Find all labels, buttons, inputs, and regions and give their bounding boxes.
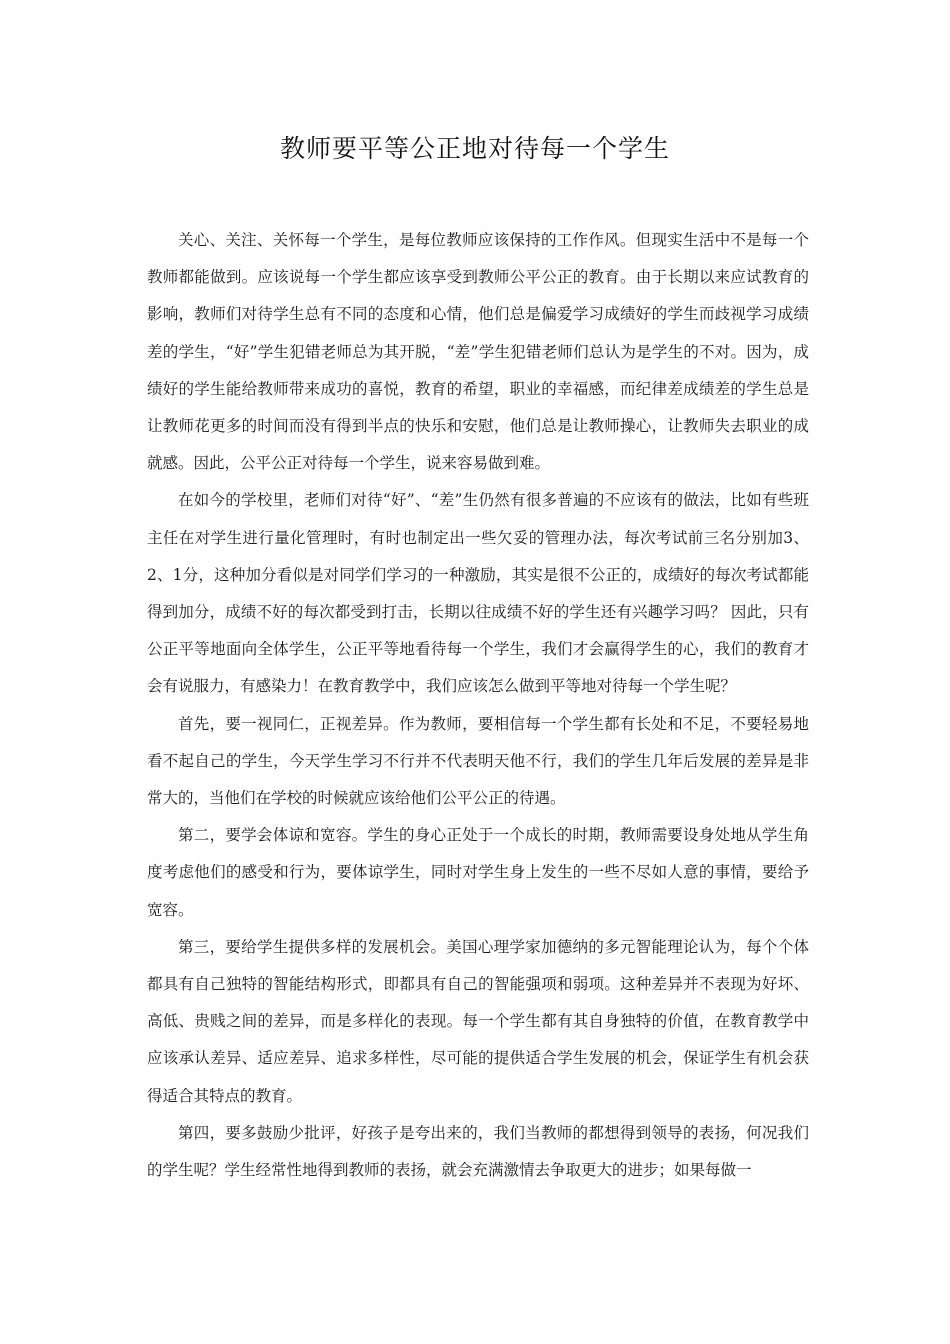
paragraph-2: 在如今的学校里，老师们对待“好”、“差”生仍然有很多普遍的不应该有的做法，比如有些班主任在对学生进行量化管理时，有时也制定出一些欠妥的管理办法，每次考试前三名分别加3、2、1分，这种加分看似是对同学们学习的一种激励，其实是很不公正的，成绩好的每次考试都能得到加分，成绩不好的每次都受到打击，长期以往成绩不好的学生还有兴趣学习吗？ 因此，只有公正平等地面向全体学生，公正平等地看待每一个学生，我们才会赢得学生的心，我们的教育才会有说服力，有感染力！在教育教学中，我们应该怎么做到平等地对待每一个学生呢？ (147, 491, 809, 696)
paragraph-5: 第三，要给学生提供多样的发展机会。美国心理学家加德纳的多元智能理论认为，每个个体都具有自己独特的智能结构形式，即都具有自己的智能强项和弱项。这种差异并不表现为好坏、高低、贵贱之间的差异，而是多样化的表现。每一个学生都有其自身独特的价值，在教育教学中应该承认差异、适应差异、追求多样性，尽可能的提供适合学生发展的机会，保证学生有机会获得适合其特点的教育。 (147, 937, 809, 1105)
document-title: 教师要平等公正地对待每一个学生 (279, 134, 670, 163)
paragraph-3: 首先，要一视同仁，正视差异。作为教师，要相信每一个学生都有长处和不足，不要轻易地看不起自己的学生，今天学生学习不行并不代表明天他不行，我们的学生几年后发展的差异是非常大的，当他们在学校的时候就应该给他们公平公正的待遇。 (147, 714, 809, 808)
paragraph-1: 关心、关注、关怀每一个学生，是每位教师应该保持的工作作风。但现实生活中不是每一个教师都能做到。应该说每一个学生都应该享受到教师公平公正的教育。由于长期以来应试教育的影响，教师们对待学生总有不同的态度和心情，他们总是偏爱学习成绩好的学生而歧视学习成绩差的学生，“好”学生犯错老师总为其开脱，“差”学生犯错老师们总认为是学生的不对。因为，成绩好的学生能给教师带来成功的喜悦，教育的希望，职业的幸福感，而纪律差成绩差的学生总是让教师花更多的时间而没有得到半点的快乐和安慰，他们总是让教师操心，让教师失去职业的成就感。因此，公平公正对待每一个学生，说来容易做到难。 (147, 231, 809, 473)
paragraph-6: 第四，要多鼓励少批评，好孩子是夸出来的，我们当教师的都想得到领导的表扬，何况我们的学生呢？学生经常性地得到教师的表扬，就会充满激情去争取更大的进步；如果每做一 (147, 1123, 809, 1180)
paragraph-4: 第二，要学会体谅和宽容。学生的身心正处于一个成长的时期，教师需要设身处地从学生角度考虑他们的感受和行为，要体谅学生，同时对学生身上发生的一些不尽如人意的事情，要给予宽容。 (147, 826, 809, 919)
document-body (147, 222, 809, 1189)
